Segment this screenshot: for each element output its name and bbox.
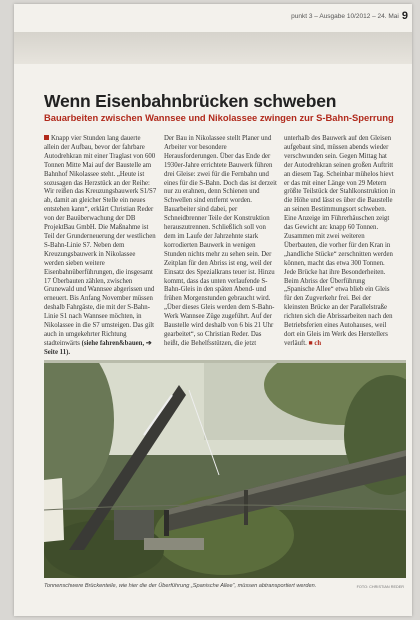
- arrow-right-icon: ➔: [145, 339, 152, 347]
- text-column-1: [44, 135, 157, 360]
- article-headline: Wenn Eisenbahnbrücken schweben: [44, 91, 337, 111]
- page-folio: [291, 10, 408, 22]
- article-photo: [44, 360, 406, 578]
- photo-credit: FOTO: CHRISTIAN REDER: [356, 585, 404, 589]
- issue-line: punkt 3 – Ausgabe 10/2012 – 24. Mai: [291, 13, 399, 20]
- page-number: 9: [401, 10, 408, 22]
- text-column-2: [164, 135, 277, 360]
- text-column-3: [284, 135, 397, 360]
- column-1-text: Knapp vier Stunden lang dauerte allein der Aufbau, bevor der fahrbare Autodrehkran mit einer Traglast von 600 Tonnen Mitte Mai auf der Baustelle am Bahnhof Nikolassee steht. „Heute ist sozusagen das Herzstück an der Reihe: Wir reißen das Kreuzungsbauwerk S1/S7 ab, damit an gleicher Stelle ein neues entstehen kann“, erklärt Christian Reder von der Bauüberwachung der DB ProjektBau GmbH. Die Maßnahme ist Teil der Grunderneuerung der westlichen S-Bahn-Linie S7. Neben dem Kreuzungsbauwerk in Nikolassee werden sieben weitere Eisenbahnüberführungen, die insgesamt 17 Überbauten zählen, zwischen Grunewald und Wannsee abgerissen und erneuert. Bis Anfang November müssen deshalb Fahrgäste, die mit der S-Bahn-Linie S1 nach Wannsee möchten, in Nikolassee in die S7 umsteigen. Das gilt auch in umgekehrter Richtung stadteinwärts: [44, 135, 157, 347]
- header-band: [14, 32, 412, 64]
- column-2-text: Der Bau in Nikolassee stellt Planer und Arbeiter vor besondere Herausforderungen. Über das Ende der 1930er-Jahre errichtete Bauwerk führen drei Gleise: zwei für die Fernbahn und eines für die S-Bahn. Doch das ist derzeit nur zu erahnen, denn Schienen und Schwellen sind entfernt worden. Bauarbeiter sind dabei, per Schneidbrenner Teile der Konstruktion herauszutrennen. Schließlich soll von dem im Laufe der Jahrzehnte stark korrodierten Bauwerk in wenigen Stunden nichts mehr zu sehen sein. Der Zeitplan für den Abriss ist eng, weil der Einsatz des Spezialkrans teuer ist. Hinzu kommt, dass das unten verlaufende S-Bahn-Gleis in den späten Abend- und frühen Morgenstunden gebraucht wird. „Über dieses Gleis werden dem S-Bahn-Werk Wannsee Züge zugeführt. Auf der Baustelle wird deshalb von 6 bis 21 Uhr gearbeitet“, so Christian Reder. Das heißt, die Behelfsstützen, die jetzt: [164, 135, 277, 347]
- red-square-icon: [44, 135, 49, 140]
- newspaper-page: [14, 4, 412, 616]
- photo-caption: Tonnenschwere Brückenteile, wie hier die der Überführung „Spanische Allee“, müssen abtransportiert werden.: [44, 583, 317, 589]
- cross-reference: (siehe fahren&bauen, ➔ Seite 11).: [44, 339, 152, 356]
- column-3-text: unterhalb des Bauwerk auf den Gleisen aufgebaut sind, müssen abends wieder verschwunden sein. Gegen Mittag hat der Autodrehkran seinen großen Auftritt an diesem Tag. Scheinbar mühelos hievt er das mit einer Länge von 29 Metern größte Teilstück der Stahlkonstruktion in die Höhe und lässt es über die Baustelle an seinen Bestimmungsort schweben. Eine Anzeige im Führerhäuschen zeigt das Gewicht an: knapp 60 Tonnen. Zusammen mit zwei weiteren Überbauten, die vorher für den Kran in „handliche Stücke“ zerschnitten werden können, macht das etwa 300 Tonnen. Jede Brücke hat ihre Besonderheiten. Beim Abriss der Überführung „Spanische Allee“ etwa blieb ein Gleis für den Zugverkehr frei. Bei der kleinsten Brücke an der Parallelstraße richten sich die Abrissarbeiten nach den Betriebsferien eines Autohauses, weil dort ein Gleis im Werk des Herstellers verläuft.: [284, 135, 396, 347]
- article-subheadline: Bauarbeiten zwischen Wannsee und Nikolassee zwingen zur S-Bahn-Sperrung: [44, 112, 394, 123]
- article-end-mark: ■ ch: [308, 339, 322, 347]
